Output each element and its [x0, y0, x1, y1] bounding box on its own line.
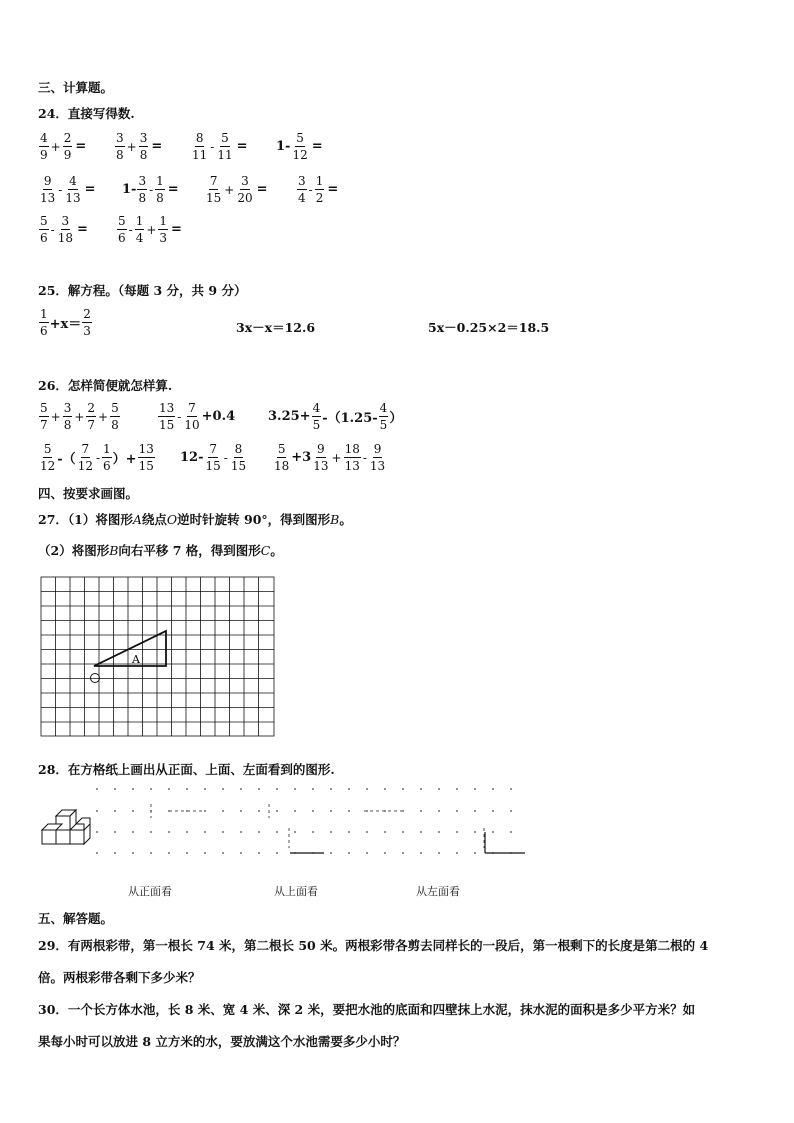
label-left-view: 从左面看: [416, 885, 460, 898]
q26-expression-1: $\frac{5}{7}$ + $\frac{3}{8}$ + $\frac{2}{7}$ + $\frac{5}{8}$: [40, 401, 119, 432]
triangle-label-a: A: [132, 653, 140, 666]
cube-stack-icon: [38, 808, 94, 850]
point-o-marker: [91, 674, 100, 683]
q24-title: 24．直接写得数.: [38, 106, 135, 121]
q24-item-8: $\frac{3}{4}$ - $\frac{1}{2}$ =: [298, 174, 339, 205]
q24-item-6: 1- $\frac{3}{8}$ - $\frac{1}{8}$ =: [122, 174, 179, 205]
answer-frame-lines: [290, 832, 525, 853]
q24-item-2: $\frac{3}{8}$ + $\frac{3}{8}$ =: [116, 131, 163, 162]
q30-line-2: 果每小时可以放进 8 立方米的水，要放满这个水池需要多少小时？: [38, 1034, 406, 1049]
q27-part-1: 27．（1）将图形A绕点O逆时针旋转 90°，得到图形B。: [38, 512, 352, 527]
section-4-heading: 四、按要求画图。: [38, 486, 139, 501]
q29-line-2: 倍。两根彩带各剩下多少米？: [38, 970, 201, 985]
q26-expression-6: $\frac{5}{18}$ +3 $\frac{9}{13}$ + $\frac{18}{13}$ - $\frac{9}{13}$: [274, 442, 386, 473]
q27-part-2: （2）将图形B向右平移 7 格，得到图形C。: [38, 543, 283, 558]
q24-item-7: $\frac{7}{15}$ + $\frac{3}{20}$ =: [206, 174, 268, 205]
label-front-view: 从正面看: [128, 885, 172, 898]
q30-line-1: 30．一个长方体水池，长 8 米、宽 4 米、深 2 米，要把水池的底面和四壁抹上水泥，抹水泥的面积是多少平方米？如: [38, 1002, 696, 1017]
q24-item-9: $\frac{5}{6}$ - $\frac{3}{18}$ =: [40, 214, 88, 245]
q25-equation-3: 5x－0.25×2＝18.5: [428, 320, 550, 335]
q24-item-5: $\frac{9}{13}$ - $\frac{4}{13}$ =: [40, 174, 96, 205]
q28-dot-grid: [94, 784, 526, 876]
dot-grid-points: [96, 788, 512, 854]
q26-title: 26．怎样简便就怎样算.: [38, 378, 173, 393]
q26-expression-4: $\frac{5}{12}$ -（ $\frac{7}{12}$ - $\frac{1}{6}$ ）+ $\frac{13}{15}$: [40, 442, 154, 473]
q26-expression-5: 12- $\frac{7}{15}$ - $\frac{8}{15}$: [180, 442, 247, 473]
q25-equation-2: 3x－x＝12.6: [236, 320, 316, 335]
q28-title: 28．在方格纸上画出从正面、上面、左面看到的图形.: [38, 762, 335, 777]
q25-title: 25．解方程。（每题 3 分，共 9 分）: [38, 283, 247, 298]
q26-expression-3: 3.25+ $\frac{4}{5}$ -（1.25- $\frac{4}{5}$ ）: [268, 401, 403, 432]
q24-item-10: $\frac{5}{6}$ - $\frac{1}{4}$ + $\frac{1}{3}$ =: [118, 214, 182, 245]
label-top-view: 从上面看: [274, 885, 318, 898]
section-3-heading: 三、计算题。: [38, 80, 114, 95]
dot-grid-dashes: [151, 804, 484, 848]
q24-item-3: $\frac{8}{11}$ - $\frac{5}{11}$ =: [192, 131, 248, 162]
q26-expression-2: $\frac{13}{15}$ - $\frac{7}{10}$ +0.4: [159, 401, 236, 432]
q27-grid-figure: [40, 576, 276, 738]
q24-item-1: $\frac{4}{9}$ + $\frac{2}{9}$ =: [40, 131, 87, 162]
q24-item-4: 1- $\frac{5}{12}$ =: [276, 131, 323, 162]
section-5-heading: 五、解答题。: [38, 911, 114, 926]
q27-grid-lines: [41, 577, 274, 736]
triangle-shape-a: [94, 631, 166, 666]
q25-equation-1: $\frac{1}{6}$ +x＝ $\frac{2}{3}$: [40, 307, 91, 338]
q29-line-1: 29．有两根彩带，第一根长 74 米，第二根长 50 米。两根彩带各剪去同样长的一段后，第一根剩下的长度是第二根的 4: [38, 938, 709, 953]
